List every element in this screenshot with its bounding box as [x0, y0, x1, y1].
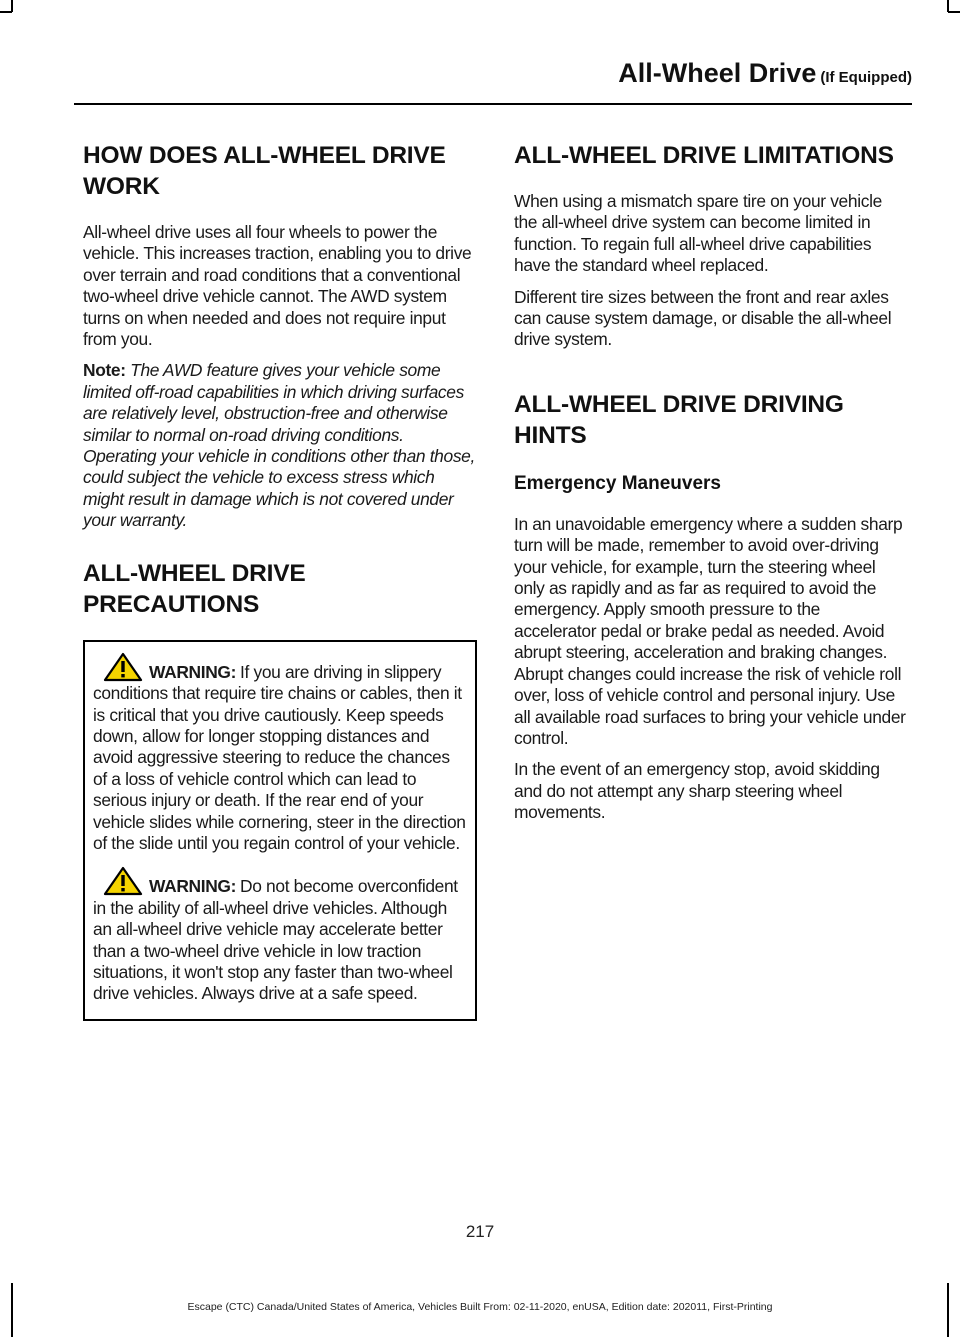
footer-edition-text: Escape (CTC) Canada/United States of America, Vehicles Built From: 02-11-2020, enUSA, Edition date: 202011, First-Printing — [187, 1301, 773, 1313]
warning-box — [83, 640, 477, 1021]
warning-label: WARNING: — [149, 876, 237, 897]
page-header-title — [618, 58, 912, 89]
warning-text: Do not become overconfident in the ability of all-wheel drive vehicles. Although an all-wheel drive vehicle may accelerate better than a two-wheel drive vehicle in low traction situations, it won't stop any faster than two-wheel drive vehicles. Always drive at a safe speed. — [93, 876, 458, 1004]
right-column — [514, 140, 906, 834]
crop-mark-top-right-h — [948, 11, 960, 13]
warning-label: WARNING: — [149, 661, 237, 682]
limitations-paragraph-2: Different tire sizes between the front and rear axles can cause system damage, or disable the all-wheel drive system. — [514, 286, 892, 350]
note-text: The AWD feature gives your vehicle some limited off-road capabilities in which driving surfaces are relatively level, obstruction-free and otherwise similar to normal on-road driving conditions. Operating your vehicle in conditions other than those, could subject the vehicle to excess stress which might result in damage which is not covered under your warranty. — [83, 360, 475, 531]
emergency-paragraph-1: In an unavoidable emergency where a sudden sharp turn will be made, remember to avoid over-driving your vehicle, for example, turn the steering wheel only as rapidly and as far as required to avoid the emergency. Apply smooth pressure to the accelerator pedal or brake pedal as needed. Avoid abrupt steering, acceleration and braking changes. Abrupt changes could increase the risk of vehicle roll over, loss of vehicle control and personal injury. Use all available road surfaces to bring your vehicle under control. — [514, 513, 906, 748]
note-label: Note: — [83, 360, 126, 381]
header-title-main: All-Wheel Drive — [618, 58, 817, 88]
section-heading-driving-hints: ALL-WHEEL DRIVE DRIVING HINTS — [514, 390, 844, 449]
warning-triangle-icon — [103, 866, 143, 896]
left-column — [83, 140, 475, 1021]
emergency-paragraph-2: In the event of an emergency stop, avoid skidding and do not attempt any sharp steering wheel movements. — [514, 759, 880, 823]
warning-overconfidence — [93, 866, 467, 1004]
header-rule — [74, 103, 912, 105]
section-heading-awd-precautions: ALL-WHEEL DRIVE PRECAUTIONS — [83, 559, 306, 618]
awd-note — [83, 360, 475, 531]
section-spacer — [514, 361, 906, 389]
header-title-suffix: (If Equipped) — [820, 69, 912, 86]
section-heading-how-awd-works: HOW DOES ALL-WHEEL DRIVE WORK — [83, 142, 446, 200]
section-heading-awd-limitations: ALL-WHEEL DRIVE LIMITATIONS — [514, 142, 894, 169]
crop-mark-top-left-h — [0, 11, 12, 13]
subheading-emergency-maneuvers: Emergency Maneuvers — [514, 472, 721, 494]
page-number: 217 — [465, 1222, 495, 1241]
warning-triangle-icon — [103, 652, 143, 682]
awd-description-paragraph: All-wheel drive uses all four wheels to power the vehicle. This increases traction, enabling you to drive over terrain and road conditions that a conventional two-wheel drive vehicle cannot. The AWD system turns on when needed and does not require input from you. — [83, 222, 472, 350]
warning-tire-chains — [93, 652, 467, 855]
warning-text: If you are driving in slippery conditions that require tire chains or cables, then it is critical that you drive cautiously. Keep speeds down, allow for longer stopping distances and avoid aggressive steering to reduce the chances of a loss of vehicle control which can lead to serious injury or death. If the rear end of your vehicle slides while cornering, steer in the direction of the slide until you regain control of your vehicle. — [93, 661, 466, 853]
limitations-paragraph-1: When using a mismatch spare tire on your vehicle the all-wheel drive system can become limited in function. To regain full all-wheel drive capabilities have the standard wheel replaced. — [514, 191, 882, 276]
